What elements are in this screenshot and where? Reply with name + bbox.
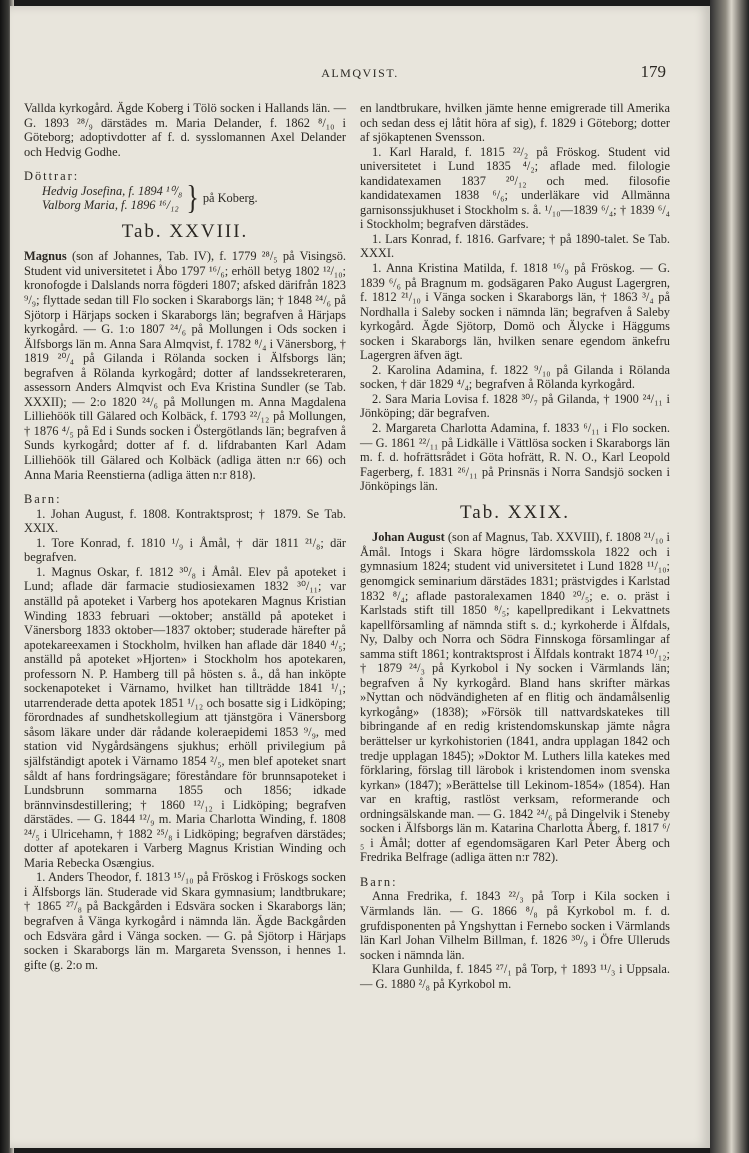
child-entry: 1. Lars Konrad, f. 1816. Garfvare; † på 1890-talet. Se Tab. XXXI. bbox=[360, 231, 670, 261]
tab-heading: Tab. XXVIII. bbox=[121, 220, 249, 242]
paragraph: en landtbrukare, hvilken jämte henne emigrerade till Amerika och sedan dess ej låtit höra af sig), f. 1829 i Göteborg; dotter af sjökaptenen Svensson. bbox=[360, 101, 670, 145]
brace-glyph: } bbox=[186, 178, 199, 217]
entry-text: (son af Magnus, Tab. XXVIII), f. 1808 ²¹/₁₀ i Åmål. Intogs i Skara högre lärdomsskola 1822 och i gymnasium 1824; student vid universitetet i Lund 1828 ¹¹/₁₀; genomgick seminarium därstädes 1831; prästvigdes i Karlstad 1832 ⁸/₄; aflade pastoralexamen 1840 ²⁰/₅; e. o. präst i Karlstads stift till 1850 ⁸/₅; kapellpredikant i Lekvattnets kapellförsamling af nämnda stift s. d.; kyrkoherde i Älfdals, Ny, Dalby och Norra och Södra Finnskoga församlingar af samma stift 1861; kontraktsprost i Älfdals kontrakt 1874 ¹⁰/₁₂; † 1879 ²⁴/₃ på Kyrkobol i Ny socken i Värmlands län; begrafven å Ny kyrkogård. Bland hans skrifter märkas »Nyttan och nödvändigheten af en flitig och ändamålsenlig kyrkogång» (1838); »Försök till nattvardskatekes till bibringande af en redig kristendomskunskap jämte några berättelser ur kyrkohistorien (1841, andra upplagan 1842 och tredje upplagan 1845); »Doktor M. Luthers lilla katekes med förklaring, förslag till lärobok i kristendomen inom svenska kyrkan» (1847); »Berättelse till Lekinom-1854» (1854). Han var en kraftig, rastlöst verksam, reformerande och ordningsälskande man. — G. 1842 ²⁴/₆ på Dingelvik i Steneby socken i Älfsborgs län m. Katarina Charlotta Åberg, f. 1817 ⁶/₅ i Åmål; dotter af egendomsägaren Karl Peter Åberg och Fredrika Belfrage (adliga ätten n:r 782). bbox=[360, 530, 670, 865]
right-column bbox=[360, 101, 670, 991]
dottrar-heading: Döttrar: bbox=[24, 169, 80, 184]
daughters-block bbox=[24, 178, 346, 217]
child-entry: 2. Margareta Charlotta Adamina, f. 1833 ⁶/₁₁ i Flo socken. — G. 1861 ²²/₁₁ på Lidkälle i Vättlösa socken i Skaraborgs län m. f. d. hofrättsrådet i Göta hofrätt, R. N. O., Karl Leopold Fagerberg, f. 1831 ²⁶/₁₁ på Prinsnäs i Norra Sandsjö socken i Jönköpings län. bbox=[360, 421, 670, 494]
child-entry: 1. Tore Konrad, f. 1810 ¹/₉ i Åmål, † där 1811 ²¹/₈; där begrafven. bbox=[24, 535, 346, 565]
child-entry: 1. Anders Theodor, f. 1813 ¹⁵/₁₀ på Fröskog i Fröskogs socken i Älfsborgs län. Studerade vid Skara gymnasium; landtbrukare; † 1865 ²⁷/₈ på Backgården i Edsvära socken i Skaraborgs län; begrafven å Vänga kyrkogård i nämnda län. Ägde Backgården och Edsvära gård i Vänga socken. — G. på Sjötorp i Härjaps socken i Skaraborgs län m. Margareta Svensson, i hennes 1. gifte (g. 2:o m. bbox=[24, 870, 346, 972]
page-edge bbox=[710, 0, 749, 1153]
page-number: 179 bbox=[640, 62, 666, 81]
left-column bbox=[24, 101, 346, 972]
page-header bbox=[10, 62, 710, 88]
child-entry: 1. Karl Harald, f. 1815 ²²/₂ på Fröskog. Student vid universitetet i Lund 1835 ⁴/₂; aflade med. filologie kandidatexamen 1837 ²⁰/₁₂ och med. filosofie kandidatexamen 1838 ⁶/₆; underläkare vid Allmänna garnisonssjukhuset i Stockholm s. å. ¹/₁₀—1839 ⁶/₄; † 1839 ⁶/₄ i Stockholm; begrafven därstädes. bbox=[360, 144, 670, 232]
child-entry: Anna Fredrika, f. 1843 ²²/₃ på Torp i Kila socken i Värmlands län. — G. 1866 ⁸/₈ på Kyrkobol m. f. d. grufdisponenten på Yngshyttan i Fernebo socken i Värmlands län Karl Johan Vilhelm Billman, f. 1826 ³⁰/₉ i Öfre Ulleruds socken i nämnda län. bbox=[360, 889, 670, 962]
child-entry: 2. Sara Maria Lovisa f. 1828 ³⁰/₇ på Gilanda, † 1900 ²⁴/₁₁ i Jönköping; där begrafven. bbox=[360, 391, 670, 421]
daughter-entry: Valborg Maria, f. 1896 ¹⁶/₁₂ bbox=[42, 198, 179, 213]
running-title: ALMQVIST. bbox=[321, 66, 399, 80]
child-entry: 2. Karolina Adamina, f. 1822 ⁹/₁₀ på Gilanda i Rölanda socken, † där 1829 ⁴/₄; begrafven å Rölanda kyrkogård. bbox=[360, 362, 670, 392]
entry-text: (son af Johannes, Tab. IV), f. 1779 ²⁸/₅ på Visingsö. Student vid universitetet i Åbo 1797 ¹⁶/₆; erhöll betyg 1802 ¹²/₁₀; kronofogde i Dalslands norra fögderi 1807; afsked därifrån 1823 ⁹/₉; flyttade sedan till Flo socken i Skaraborgs län; † 1848 ²⁴/₆ på Sjötorp i Härjaps socken i Skaraborgs län; begrafven å Härjaps kyrkogård. — G. 1:o 1807 ²⁴/₆ på Mollungen i Ods socken i Älfsborgs län m. Anna Sara Almqvist, f. 1782 ⁸/₄ i Vänersborg, † 1819 ²⁰/₄ på Gilanda i Rölanda socken i Älfsborgs län; begrafven å Rölanda kyrkogård; dotter af landssekreteraren, assessorn Anders Almqvist och Eva Kristina Sundler (se Tab. XXXII); — 2:o 1820 ²⁴/₆ på Mollungen m. Anna Magdalena Lilliehöök till Gälared och Kolbäck, f. 1793 ²²/₁₂ på Mollungen, † 1876 ⁴/₅ på Ed i Sunds socken i Östergötlands län; begrafven å Sunds kyrkogård; dotter af f. d. lifdrabanten Karl Adam Lilliehöök till Gälared och Kolbäck (adliga ätten n:r 66) och Anna Maria Reenstierna (adliga ätten n:r 818). bbox=[24, 249, 346, 482]
barn-heading: Barn: bbox=[24, 492, 62, 507]
barn-heading: Barn: bbox=[360, 874, 398, 889]
child-entry: 1. Johan August, f. 1808. Kontraktsprost; † 1879. Se Tab. XXIX. bbox=[24, 506, 346, 536]
child-entry: 1. Anna Kristina Matilda, f. 1818 ¹⁶/₉ på Fröskog. — G. 1839 ⁶/₆ på Bragnum m. godsägaren Pako August Lagergren, f. 1812 ²¹/₁₀ i Vänga socken i Skaraborgs län, † 1863 ³/₄ på Nordhalla i Saleby socken i nämnda län; begrafven å Saleby kyrkogård. Ägde Sjötorp, Domö och Älycke i Häggums socken i Skaraborgs län, hvilken senare egendom änkefru Lagergren äfven ägt. bbox=[360, 261, 670, 363]
daughters-place: på Koberg. bbox=[202, 191, 258, 205]
book-page bbox=[10, 6, 710, 1148]
entry-name: Magnus bbox=[24, 249, 67, 264]
paragraph: Vallda kyrkogård. Ägde Koberg i Tölö socken i Hallands län. — G. 1893 ²⁸/₉ därstädes m. Maria Delander, f. 1862 ⁸/₁₀ i Göteborg; adoptivdotter af f. d. sysslomannen Axel Delander och Hedvig Godhe. bbox=[24, 101, 346, 159]
child-entry: Klara Gunhilda, f. 1845 ²⁷/₁ på Torp, † 1893 ¹¹/₃ i Uppsala. — G. 1880 ²/₈ på Kyrkobol m. bbox=[360, 962, 670, 991]
daughter-entry: Hedvig Josefina, f. 1894 ¹⁰/₈ bbox=[42, 183, 183, 198]
tab-heading: Tab. XXIX. bbox=[460, 501, 570, 523]
child-entry: 1. Magnus Oskar, f. 1812 ³⁰/₈ i Åmål. Elev på apoteket i Lund; aflade där farmacie studiosiexamen 1832 ³⁰/₁₁; var anställd på apoteket i Varberg hos apotekaren Magnus Kristian Winding 1833 februari —oktober; anställd på apoteket i Vänersborg 1833 oktober—1837 oktober; studerade härefter på apotekareexamen i Stockholm, hvilken han aflade där 1840 ⁴/₅; anställd på apoteket »Hjorten» i Stockholm hos apotekaren, professorn N. P. Hamberg till på hösten s. å., då han inköpte sockenapoteket i Värnamo, hvilket han tillträdde 1841 ¹/₁; utarrenderade detta apotek 1851 ¹/₁₂ och bosatte sig i Lidköping; förordnades af sundhetskollegium att tjänstgöra i Vänersborg såsom läkare under där rådande koleraepidemi 1853 ⁹/₉, med station vid Nygårdsängens sjukhus; erhöll privilegium på själfständigt apotek i Värnamo 1854 ²/₅, men blef apoteket snart såldt af hans fordringsägare; föreståndare för brunnsapoteket i Lundsbrunn sommarna 1855 och 1856; idkade brännvinsdestillering; † 1860 ¹²/₁₂ i Lidköping; begrafven därstädes. — G. 1844 ¹²/₉ m. Maria Charlotta Winding, f. 1808 ²⁴/₅ i Ulricehamn, † 1882 ²⁵/₈ i Lidköping; begrafven därstädes; dotter af apotekaren i Varberg Magnus Kristian Winding och Maria Rebecka Osængius. bbox=[24, 564, 346, 870]
entry-name: Johan August bbox=[372, 530, 445, 545]
